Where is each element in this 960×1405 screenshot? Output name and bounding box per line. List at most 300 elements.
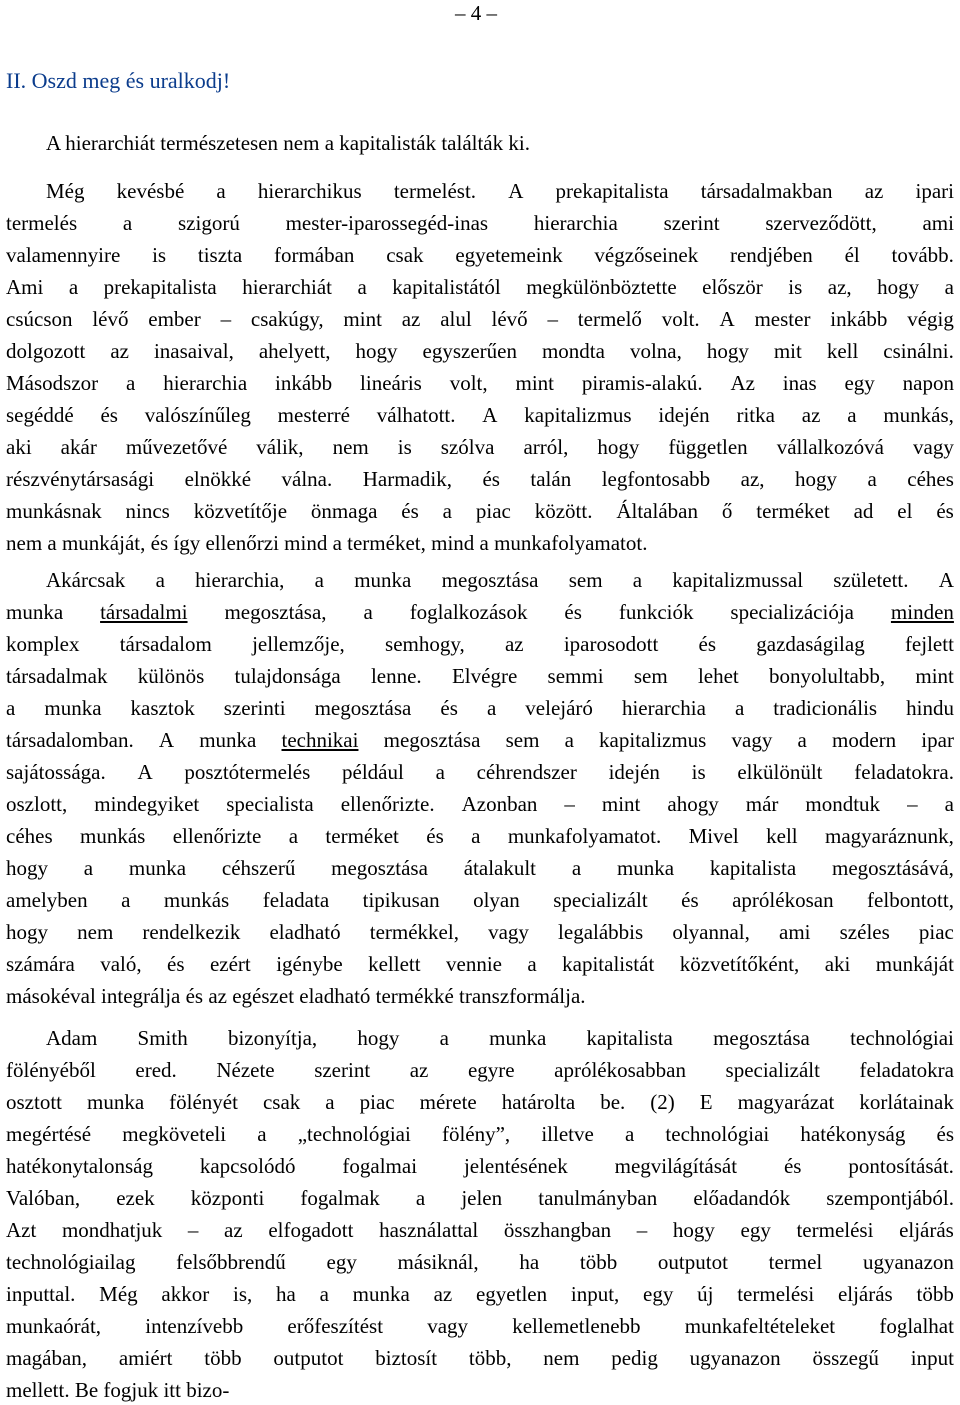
word: egy: [844, 371, 875, 395]
word: mondtuk: [805, 792, 881, 816]
word: csinálni.: [883, 339, 954, 363]
text-line: [6, 368, 954, 398]
word: jellemzője,: [252, 632, 345, 656]
text-line: [6, 208, 954, 238]
word: céhes: [907, 467, 954, 491]
word: és: [100, 403, 118, 427]
word: minden: [890, 600, 954, 624]
word: független: [668, 435, 748, 459]
word: átalakult: [463, 856, 537, 880]
word: –: [220, 307, 232, 331]
word: munkaórát,: [6, 1314, 102, 1338]
word: specialista: [226, 792, 314, 816]
word: lévő: [491, 307, 528, 331]
word: piac: [918, 920, 954, 944]
word: hogy: [355, 339, 398, 363]
word: és: [564, 600, 582, 624]
word: velejáró: [525, 696, 593, 720]
word: felsőbbrendű: [176, 1250, 286, 1274]
word: munkás: [80, 824, 146, 848]
word: szerveződött,: [765, 211, 877, 235]
word: és: [681, 888, 699, 912]
word: E: [699, 1090, 713, 1114]
word: munka: [616, 856, 675, 880]
word: csak: [386, 243, 424, 267]
word: akkor: [161, 1282, 210, 1306]
word: is: [788, 275, 803, 299]
section-heading: II. Oszd meg és uralkodj!: [6, 68, 231, 93]
word: a: [442, 499, 452, 523]
word: a: [944, 792, 954, 816]
word: számára: [6, 952, 75, 976]
word: Másodszor: [6, 371, 99, 395]
text-line: [6, 597, 954, 627]
word: tovább.: [891, 243, 954, 267]
word: és: [426, 824, 444, 848]
word: ami: [779, 920, 811, 944]
word: mester-iparossegéd-inas: [285, 211, 489, 235]
word: fogalmai: [342, 1154, 418, 1178]
word: a: [571, 856, 582, 880]
text-line: mellett. Be fogjuk itt bizo-: [6, 1378, 230, 1402]
word: hatékonytalonság: [6, 1154, 153, 1178]
word: kapitalistától: [392, 275, 501, 299]
word: hogy: [6, 856, 48, 880]
word: A: [158, 728, 175, 752]
word: a: [527, 952, 537, 976]
text-line: másokéval integrálja és az egészet eladható termékké transzformálja.: [6, 984, 586, 1008]
word: ember: [148, 307, 201, 331]
word: vennie: [446, 952, 502, 976]
word: lineáris: [360, 371, 422, 395]
word: válik,: [256, 435, 304, 459]
word: csak: [262, 1090, 301, 1114]
word: technológiai: [665, 1122, 770, 1146]
word: már: [745, 792, 779, 816]
word: lehet: [697, 664, 739, 688]
word: szólva: [440, 435, 495, 459]
word: kell: [826, 339, 859, 363]
word: a: [357, 275, 367, 299]
word: tiszta: [197, 243, 243, 267]
word: osztott: [6, 1090, 62, 1114]
text-line: [6, 336, 954, 366]
word: prekapitalista: [555, 179, 669, 203]
word: hindu: [906, 696, 954, 720]
word: vagy: [731, 728, 773, 752]
word: Azonban: [461, 792, 538, 816]
word: segéddé: [6, 403, 74, 427]
word: az: [409, 1058, 429, 1082]
word: napon: [902, 371, 954, 395]
word: fölény”,: [441, 1122, 511, 1146]
word: valamennyire: [6, 243, 121, 267]
word: munkáját: [875, 952, 954, 976]
word: tulajdonsága: [234, 664, 341, 688]
word: hogy: [795, 467, 838, 491]
word: feladata: [262, 888, 330, 912]
text-line: [6, 272, 954, 302]
word: feladatokra: [859, 1058, 954, 1082]
word: az: [110, 339, 129, 363]
word: csúcson: [6, 307, 73, 331]
word: hierarchia: [163, 371, 248, 395]
word: –: [564, 792, 575, 816]
word: másiknál,: [397, 1250, 479, 1274]
word: ugyanazon: [689, 1346, 781, 1370]
word: Ami: [6, 275, 44, 299]
word: be.: [600, 1090, 626, 1114]
word: is: [152, 243, 167, 267]
word: kapitalista: [709, 856, 797, 880]
text-line: [6, 885, 954, 915]
text-line: [6, 629, 954, 659]
text-line: [6, 496, 954, 526]
word: ha: [519, 1250, 540, 1274]
word: inputtal.: [6, 1282, 76, 1306]
word: piac: [359, 1090, 395, 1114]
word: és: [401, 499, 419, 523]
word: társadalom: [119, 632, 212, 656]
word: társadalomban.: [6, 728, 134, 752]
text-line: [6, 1215, 954, 1245]
word: és: [936, 499, 954, 523]
text-line: [6, 917, 954, 947]
word: magában,: [6, 1346, 88, 1370]
word: használattal: [379, 1218, 479, 1242]
word: sem: [505, 728, 540, 752]
word: arról,: [523, 435, 569, 459]
word: bizonyítja,: [227, 1026, 318, 1050]
word: ezért: [209, 952, 251, 976]
text-line: [6, 853, 954, 883]
word: megosztása: [331, 856, 428, 880]
word: munka: [354, 568, 412, 592]
word: él: [844, 243, 860, 267]
word: munka: [6, 600, 64, 624]
word: munka: [128, 856, 187, 880]
word: hogy: [357, 1026, 400, 1050]
word: komplex: [6, 632, 80, 656]
word: ered.: [135, 1058, 177, 1082]
word: szerint: [663, 211, 720, 235]
word: termelés: [6, 211, 78, 235]
text-line: [6, 432, 954, 462]
word: széles: [839, 920, 890, 944]
word: kapitalista: [586, 1026, 673, 1050]
word: illetve: [541, 1122, 594, 1146]
word: termel: [768, 1250, 823, 1274]
word: fejlett: [904, 632, 954, 656]
word: munka: [352, 1282, 410, 1306]
word: hierarchia,: [195, 568, 285, 592]
word: el: [897, 499, 913, 523]
word: bonyolultabb,: [769, 664, 886, 688]
word: különös: [137, 664, 205, 688]
word: specializációja: [730, 600, 854, 624]
word: válhatott.: [376, 403, 456, 427]
word: alul: [440, 307, 472, 331]
word: termékkel,: [369, 920, 459, 944]
word: oszlott,: [6, 792, 68, 816]
word: is: [691, 760, 706, 784]
word: inasaival,: [153, 339, 234, 363]
word: jelen: [461, 1186, 503, 1210]
word: A: [508, 179, 524, 203]
word: a: [415, 1186, 426, 1210]
word: a: [435, 760, 445, 784]
text-line: [6, 1055, 954, 1085]
word: volt,: [449, 371, 488, 395]
word: a: [847, 403, 857, 427]
word: a: [944, 275, 954, 299]
word: magyarázat: [737, 1090, 835, 1114]
word: termelést.: [393, 179, 477, 203]
word: korlátainak: [859, 1090, 954, 1114]
word: egy: [643, 1282, 674, 1306]
word: legalábbis: [558, 920, 644, 944]
word: előadandók: [693, 1186, 791, 1210]
word: hatékonyság: [800, 1122, 906, 1146]
word: a: [314, 568, 324, 592]
word: mint: [515, 371, 554, 395]
word: kellett: [368, 952, 421, 976]
word: egy: [740, 1218, 771, 1242]
word: vagy: [427, 1314, 469, 1338]
text-line: [6, 464, 954, 494]
word: talán: [530, 467, 572, 491]
word: mester: [754, 307, 811, 331]
word: termelési: [796, 1218, 874, 1242]
word: új: [697, 1282, 714, 1306]
word: jelentésének: [463, 1154, 568, 1178]
word: piramis-alakú.: [581, 371, 703, 395]
word: az: [801, 403, 821, 427]
word: volna,: [629, 339, 682, 363]
text-line: [6, 1183, 954, 1213]
text-line: [6, 1343, 954, 1373]
word: feladatokra.: [854, 760, 954, 784]
text-line: nem a munkáját, és így ellenőrzi mind a terméket, mind a munkafolyamatot.: [6, 531, 648, 555]
word: (2): [650, 1090, 675, 1114]
word: vállalkozóvá: [776, 435, 884, 459]
word: munka: [489, 1026, 547, 1050]
word: magyaráznunk,: [825, 824, 954, 848]
word: munka: [87, 1090, 145, 1114]
word: –: [547, 307, 558, 331]
text-line: [6, 1119, 954, 1149]
word: pontosítását.: [848, 1154, 954, 1178]
word: vagy: [488, 920, 529, 944]
word: nem: [332, 435, 369, 459]
text-line: [6, 400, 954, 430]
word: aki: [824, 952, 851, 976]
word: olyan: [473, 888, 520, 912]
word: foglalhat: [879, 1314, 954, 1338]
word: céhszerű: [221, 856, 296, 880]
text-line: [6, 240, 954, 270]
word: is: [397, 435, 412, 459]
word: megértésé: [6, 1122, 92, 1146]
word: társadalmakban: [700, 179, 833, 203]
word: legfontosabb: [601, 467, 711, 491]
word: közvetítője: [193, 499, 288, 523]
word: hogy: [597, 435, 640, 459]
word: dolgozott: [6, 339, 86, 363]
text-line: [6, 1311, 954, 1341]
word: erőfeszítést: [287, 1314, 384, 1338]
word: A: [719, 307, 735, 331]
word: input: [910, 1346, 954, 1370]
word: sem: [568, 568, 603, 592]
word: specializált: [553, 888, 648, 912]
word: az,: [740, 467, 765, 491]
word: a: [734, 696, 745, 720]
word: a: [6, 696, 16, 720]
word: egyetemeink: [455, 243, 563, 267]
word: ipar: [921, 728, 954, 752]
word: hogy: [706, 339, 749, 363]
word: ahelyett,: [258, 339, 331, 363]
word: Azt: [6, 1218, 37, 1242]
word: munkás: [163, 888, 230, 912]
word: munkásnak: [6, 499, 102, 523]
word: szempontjából.: [826, 1186, 954, 1210]
word: technikai: [281, 728, 359, 752]
word: technológiailag: [6, 1250, 136, 1274]
word: termelő: [577, 307, 642, 331]
word: ahogy: [667, 792, 719, 816]
word: Még: [99, 1282, 138, 1306]
word: elnökké: [184, 467, 252, 491]
word: –: [187, 1218, 199, 1242]
word: például: [342, 760, 404, 784]
word: ő: [721, 499, 733, 523]
word: ezek: [116, 1186, 155, 1210]
word: megköveteli: [122, 1122, 227, 1146]
word: elfogadott: [268, 1218, 354, 1242]
word: az: [224, 1218, 243, 1242]
word: kapcsolódó: [199, 1154, 296, 1178]
word: ellenőrizte.: [340, 792, 435, 816]
word: Mivel: [688, 824, 739, 848]
word: A: [482, 403, 498, 427]
word: kasztok: [130, 696, 195, 720]
word: kellemetlenebb: [512, 1314, 641, 1338]
word: Nézete: [216, 1058, 275, 1082]
text-line: [6, 757, 954, 787]
word: az: [401, 307, 421, 331]
word: munka: [199, 728, 257, 752]
word: tradicionális: [773, 696, 878, 720]
word: a: [439, 1026, 449, 1050]
word: mesterré: [277, 403, 350, 427]
word: nem: [77, 920, 114, 944]
word: fölényét: [169, 1090, 238, 1114]
word: Akárcsak: [46, 568, 126, 592]
text-line: [6, 1247, 954, 1277]
word: is,: [233, 1282, 253, 1306]
word: való,: [100, 952, 142, 976]
word: hierarchia: [533, 211, 618, 235]
text-line: [6, 821, 954, 851]
word: a: [155, 568, 165, 592]
word: több: [204, 1346, 242, 1370]
word: csakúgy,: [250, 307, 324, 331]
word: Smith: [137, 1026, 188, 1050]
text-line: [6, 789, 954, 819]
word: és: [783, 1154, 802, 1178]
word: ad: [853, 499, 874, 523]
word: Valóban,: [6, 1186, 81, 1210]
word: az: [504, 632, 524, 656]
word: idején: [608, 760, 660, 784]
word: kevésbé: [116, 179, 185, 203]
word: megosztása,: [224, 600, 327, 624]
word: részvénytársasági: [6, 467, 155, 491]
word: Adam: [46, 1026, 98, 1050]
word: a: [257, 1122, 267, 1146]
word: megosztása: [713, 1026, 810, 1050]
word: modern: [831, 728, 897, 752]
word: a: [797, 728, 807, 752]
word: Az: [730, 371, 755, 395]
word: egyre: [467, 1058, 515, 1082]
word: tanulmányban: [538, 1186, 658, 1210]
word: ipari: [915, 179, 954, 203]
word: ritka: [736, 403, 775, 427]
word: céhrendszer: [476, 760, 577, 784]
word: volt.: [661, 307, 700, 331]
word: amelyben: [6, 888, 88, 912]
word: egy: [326, 1250, 357, 1274]
word: megosztása: [383, 728, 481, 752]
word: valószínűleg: [144, 403, 251, 427]
word: a: [288, 824, 299, 848]
text-line: [6, 1151, 954, 1181]
word: terméket: [325, 824, 399, 848]
text-line: A hierarchiát természetesen nem a kapitalisták találták ki.: [46, 131, 530, 155]
word: a: [564, 728, 574, 752]
word: a: [624, 1122, 635, 1146]
word: formában: [273, 243, 355, 267]
word: amiért: [118, 1346, 173, 1370]
word: eljárás: [899, 1218, 954, 1242]
word: és: [936, 1122, 954, 1146]
word: munkás,: [883, 403, 954, 427]
word: outputot: [657, 1250, 728, 1274]
word: mindegyiket: [94, 792, 200, 816]
word: a: [216, 179, 226, 203]
word: termelési: [737, 1282, 815, 1306]
word: határolta: [501, 1090, 576, 1114]
word: sem: [633, 664, 668, 688]
word: az,: [827, 275, 852, 299]
word: mondhatjuk: [61, 1218, 163, 1242]
word: specializált: [725, 1058, 820, 1082]
word: –: [907, 792, 918, 816]
word: sajátossága.: [6, 760, 106, 784]
word: tipikusan: [362, 888, 440, 912]
word: szerinti: [223, 696, 286, 720]
word: hierarchia: [621, 696, 706, 720]
word: a: [122, 211, 133, 235]
word: az: [864, 179, 884, 203]
word: mérete: [419, 1090, 477, 1114]
word: aprólékosabban: [554, 1058, 686, 1082]
word: ellenőrizte: [172, 824, 262, 848]
word: és: [167, 952, 185, 976]
